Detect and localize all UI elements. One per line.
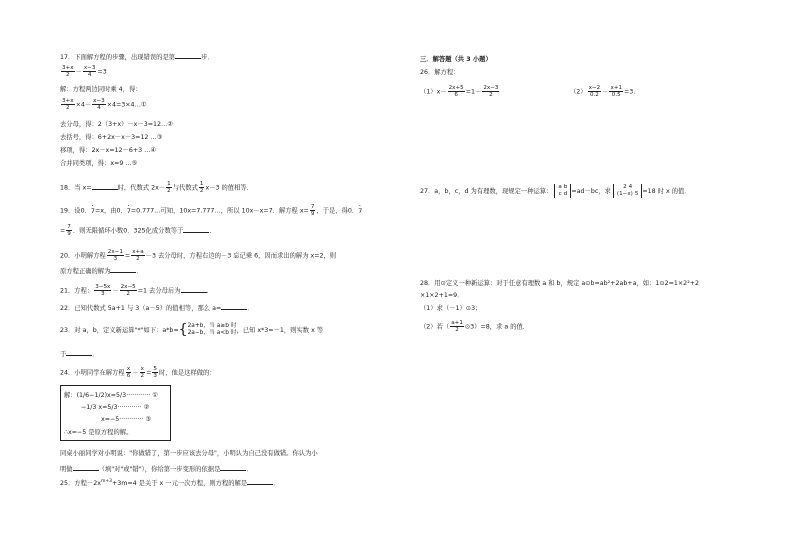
q28-line1: 28．用⊙定义一种新运算：对于任意有理数 a 和 b，规定 a⊙b=ab²+2ab+a，如：1⊙2=1×2²+2 bbox=[420, 280, 699, 287]
q20-line2: 原方程正确的解为 ． bbox=[60, 268, 143, 275]
q24-row1: 解：(1/6−1/2)x=5/3············ ① bbox=[64, 392, 158, 399]
q17-step4: 移项，得：2x－x=12－6+3 …④ bbox=[60, 147, 157, 154]
q24-tail2: 明做 （填"对"或"错"），你给第一步变形的依据是 ． bbox=[60, 466, 253, 473]
q24-row2: −1/3 x=5/3············ ② bbox=[81, 404, 150, 411]
q17-step2: 去分母，得：2（3+x）－x－3=12…② bbox=[60, 121, 173, 128]
q24-work-box bbox=[60, 385, 171, 441]
q17-equation: $\frac{3+x}{2}$ － $\frac{x-3}{4}$ =3 bbox=[62, 65, 107, 78]
q23-line1: 23．对 a，b，定义新运算"*"如下：a*b={ 2a+b，当 a≥b 时 2a−b，当 a<b 时 ，已知 x*3=－1，则实数 x 等 bbox=[60, 322, 324, 338]
section-title: 三．解答题（共 3 小题） bbox=[420, 56, 492, 63]
q19-line2: = $\frac{7}{9}$ ．则无限循环小数0．325化成分数等于 ． bbox=[60, 224, 216, 237]
q17-step3: 去括号，得：6+2x－x－3=12 …③ bbox=[60, 134, 163, 141]
q24-stem: 24．小明同学在解方程 $\frac{x}{6}$ － $\frac{x}{2}$ = $\frac{5}{3}$ 时，他是这样做的： bbox=[60, 366, 216, 379]
q26-part2: （2） $\frac{x-2}{0.2}$ － $\frac{x+1}{0.5}$ =3. bbox=[570, 85, 636, 98]
q23-line2: 于 ． bbox=[60, 351, 99, 358]
q24-tail1: 同桌小丽同学对小明说："你做错了，第一步应该去分母"，小明认为自己没有做错。你认为小 bbox=[60, 450, 318, 457]
q20-line1: 20．小明解方程 $\frac{2x-1}{3}$ = $\frac{x+a}{2}$ －3 去分母时，方程右边的－3 忘记乘 6，因而求出的解为 x=2，则 bbox=[60, 249, 337, 262]
q17-step1: $\frac{3+x}{2}$ ×4－ $\frac{x-3}{4}$ ×4=3×4…① bbox=[62, 98, 147, 111]
q27: 27．a，b，c，d 为有理数，现规定一种运算： a b c d =ad－bc，求 2 4 (1−x) 5 =18 时 x 的值． bbox=[420, 184, 691, 197]
q17-step5: 合并同类项，得：x=9 …⑤ bbox=[60, 160, 138, 167]
q17-stem: 17．下面解方程的步骤，出现错误的是第 步． bbox=[60, 54, 214, 61]
q18: 18．当 x= 时，代数式 2x－ $\frac{1}{2}$ 与代数式 $\frac{1}{2}$ x－3 的值相等． bbox=[60, 181, 253, 194]
q24-conclusion: ∴x=−5 是原方程的解。 bbox=[64, 429, 133, 436]
q26-stem: 26．解方程： bbox=[420, 69, 460, 76]
determinant-x: 2 4 (1−x) 5 bbox=[613, 184, 642, 198]
q22: 22．已知代数式 5a+1 与 3（a－5）的值相等，那么 a= ． bbox=[60, 305, 254, 312]
q26-part1: （1）x－ $\frac{2x+5}{6}$ =1－ $\frac{2x-3}{2}$ bbox=[420, 85, 499, 98]
q28-part2: （2）若（ $\frac{a+1}{2}$ ⊙3）=8，求 a 的值． bbox=[420, 320, 530, 333]
q17-solution: 解：方程两边同时乘 4，得： bbox=[60, 86, 142, 93]
q19-line1: 19．设0．· 7=x，由0．· 7=0.777…可知，10x=7.777…，所以 10x－x=7．解方程 x= $\frac{7}{9}$ ，于是，得0．· 7 bbox=[60, 204, 362, 217]
q24-row3: x=−5············ ③ bbox=[101, 416, 151, 423]
q25: 25．方程$-2x^{m+3}+3m=4$ 是关于 x 一元一次方程，则方程的解是 ． bbox=[60, 479, 280, 488]
q21: 21．方程： $\frac{3-5x}{3}$ － $\frac{2x-5}{2}$ =1 去分母后为 ． bbox=[60, 284, 213, 297]
q28-part1: （1）求（－1）⊙3； bbox=[420, 305, 482, 312]
determinant-abcd: a b c d bbox=[554, 184, 571, 198]
q28-line2: ×1×2+1=9． bbox=[420, 292, 464, 299]
